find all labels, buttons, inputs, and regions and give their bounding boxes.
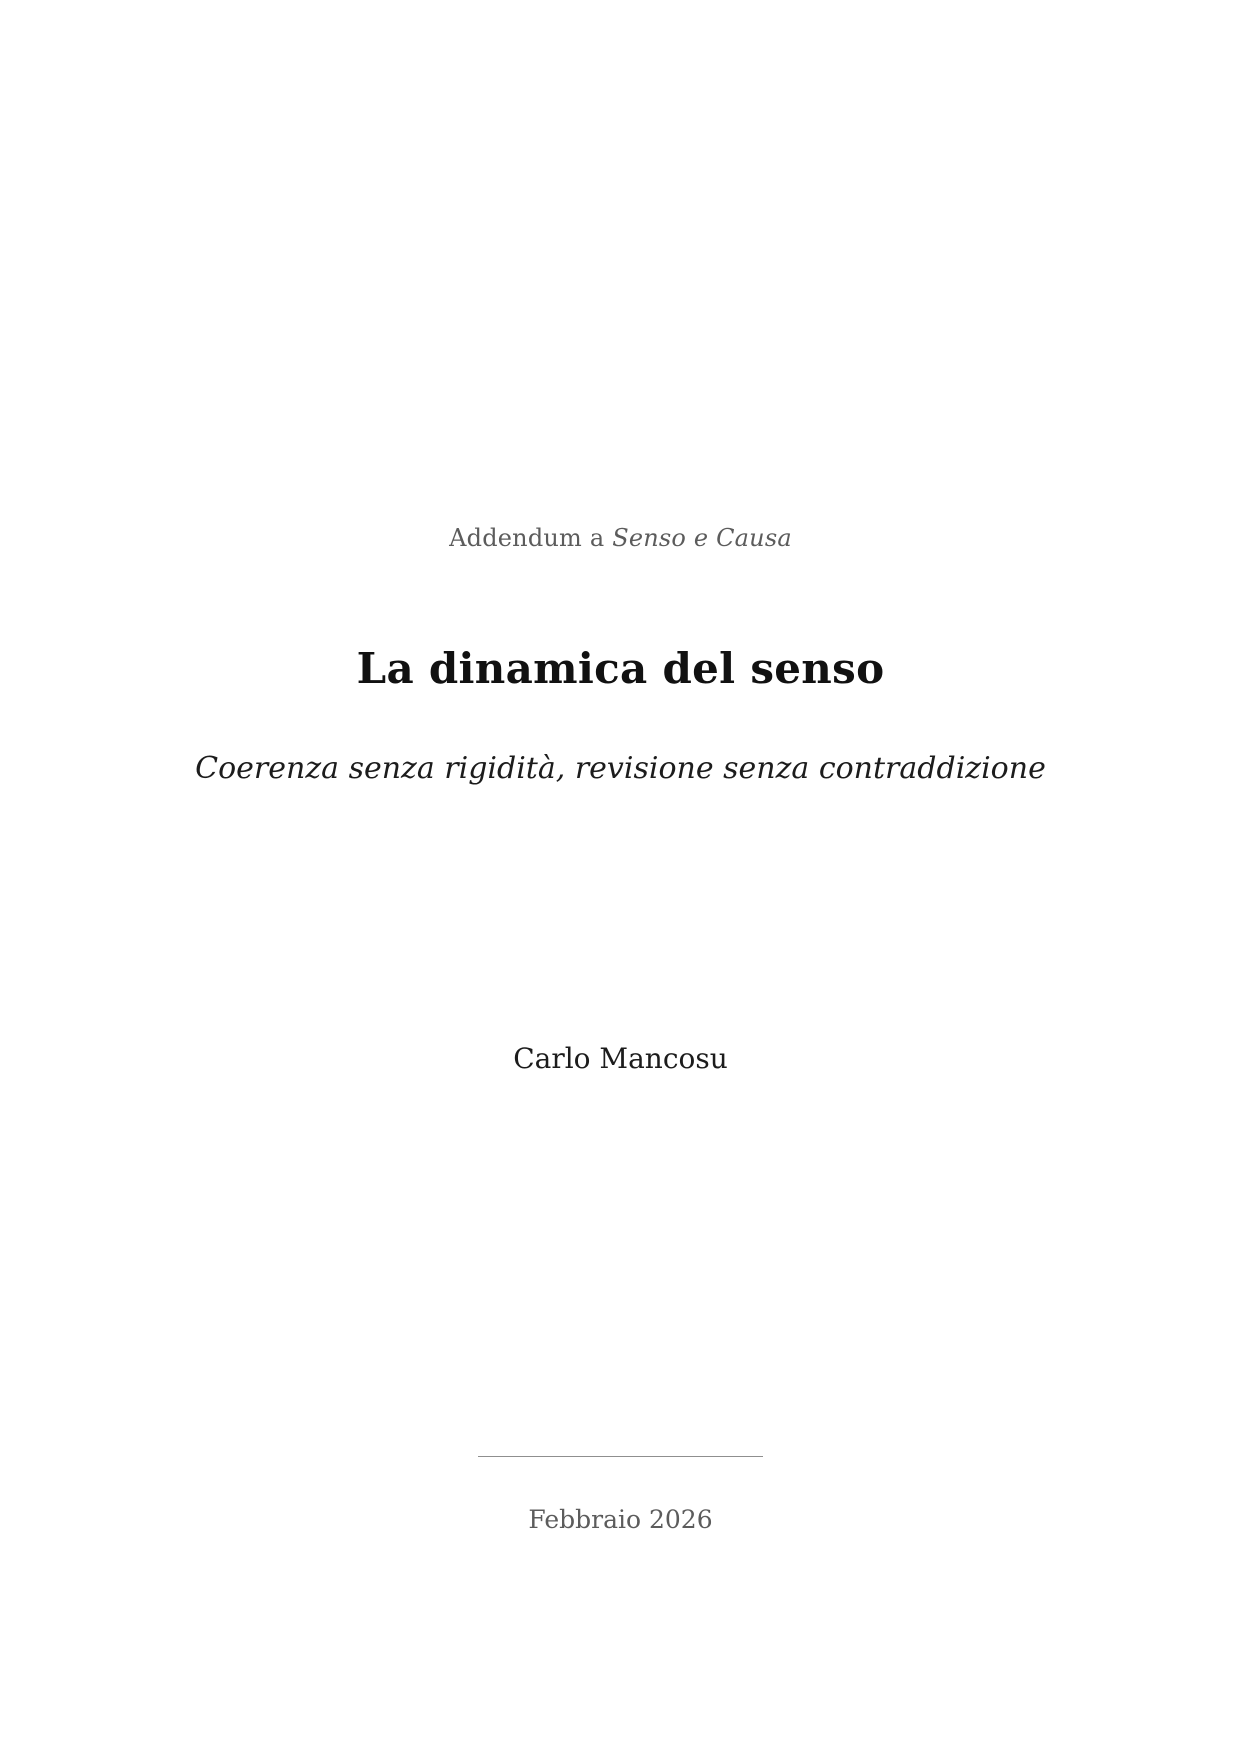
author-name: Carlo Mancosu [513,1042,728,1075]
page-subtitle: Coerenza senza rigidità, revisione senza contraddizione [195,751,1046,786]
page-title: La dinamica del senso [356,644,885,693]
header-note-prefix: Addendum a [449,524,613,552]
footer-divider-rule [478,1456,763,1457]
header-note [0,524,1241,552]
header-note-work-title: Senso e Causa [612,524,792,552]
publication-date: Febbraio 2026 [528,1505,713,1534]
